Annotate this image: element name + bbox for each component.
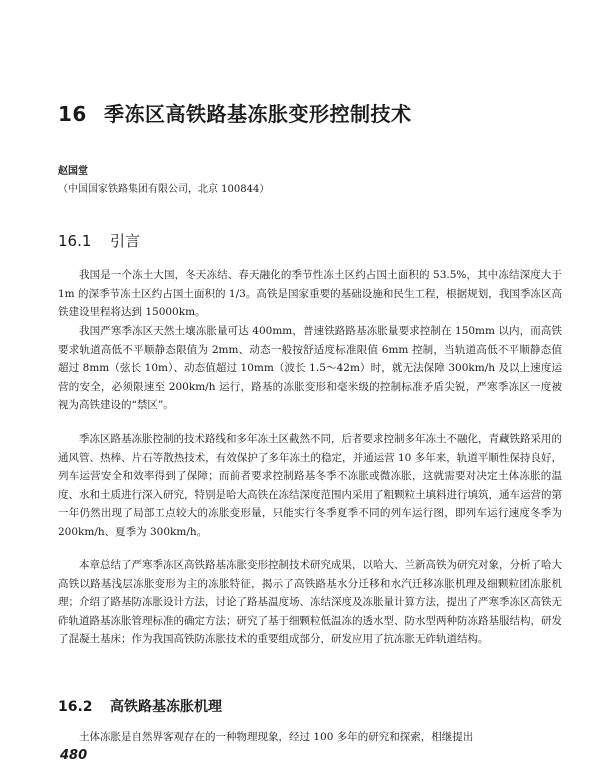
page-number: 480: [60, 748, 88, 763]
section-heading-mechanism: [58, 696, 222, 716]
author-name: 赵国堂: [58, 166, 88, 177]
section-title: 引言: [110, 232, 141, 250]
section-title: 高铁路基冻胀机理: [110, 699, 222, 715]
section-number: 16.2: [58, 699, 93, 715]
paragraph: 我国是一个冻土大国，冬天冻结、春天融化的季节性冻土区约占国土面积的 53.5%，其中冻结深度大于 1m 的深季节冻土区约占国土面积的 1/3。高铁是国家重要的基础设施和民生工程，根据规划，我国季冻区高铁建设里程将达到 15000km。: [58, 269, 562, 318]
paragraph: 我国严寒季冻区天然土壤冻胀量可达 400mm，普速铁路路基冻胀量要求控制在 150mm 以内，而高铁要求轨道高低不平顺静态限值为 2mm、动态一般按舒适度标准限值 6mm 控制，当轨道高低不平顺静态值超过 8mm（弦长 10m）、动态值超过 10mm（波长 1.5～42m）时，就无法保障 300km/h 及以上速度运营的安全，必须限速至 200km/h 运行，路基的冻胀变形和毫米级的控制标准矛盾尖锐，严寒季冻区一度被视为高铁建设的“禁区”。: [58, 325, 562, 411]
chapter-title: 季冻区高铁路基冻胀变形控制技术: [104, 102, 412, 126]
section-number: 16.1: [58, 232, 92, 250]
section-heading-introduction: [58, 230, 140, 251]
paragraph: 本章总结了严寒季冻区高铁路基冻胀变形控制技术研究成果，以哈大、兰新高铁为研究对象，分析了哈大高铁以路基浅层冻胀变形为主的冻胀特征，揭示了高铁路基水分迁移和水汽迁移冻胀机理及细颗粒团冻胀机理；介绍了路基防冻胀设计方法，讨论了路基温度场、冻结深度及冻胀量计算方法，提出了严寒季冻区高铁无砟轨道路基冻胀管理标准的确定方法；研究了基于细颗粒低温冻的透水型、防水型两种防冻路基服结构，研发了混凝土基床；作为我国高铁防冻胀技术的重要组成部分，研发应用了抗冻胀无砟轨道结构。: [58, 559, 562, 645]
paragraph: 土体冻胀是自然界客观存在的一种物理现象，经过 100 多年的研究和探索，相继提出: [79, 731, 474, 743]
author-affiliation: （中国国家铁路集团有限公司，北京 100844）: [58, 184, 270, 195]
chapter-heading: [58, 98, 412, 127]
chapter-number: 16: [58, 102, 87, 126]
paragraph: 季冻区路基冻胀控制的技术路线和多年冻土区截然不同，后者要求控制多年冻土不融化，青藏铁路采用的通风管、热棒、片石等散热技术，有效保护了多年冻土的稳定，并通运营 10 多年来，轨道平顺性保持良好，列车运营安全和效率得到了保障；而前者要求控制路基冬季不冻胀或微冻胀，这就需要对决定土体冻胀的温度、水和土质进行深入研究，特别是哈大高铁在冻结深度范围内采用了粗颗粒土填料进行填筑，通车运营的第一年仍然出现了局部工点较大的冻胀变形量，只能实行冬季夏季不同的列车运行图，即列车运行速度冬季为 200km/h、夏季为 300km/h。: [58, 433, 562, 538]
